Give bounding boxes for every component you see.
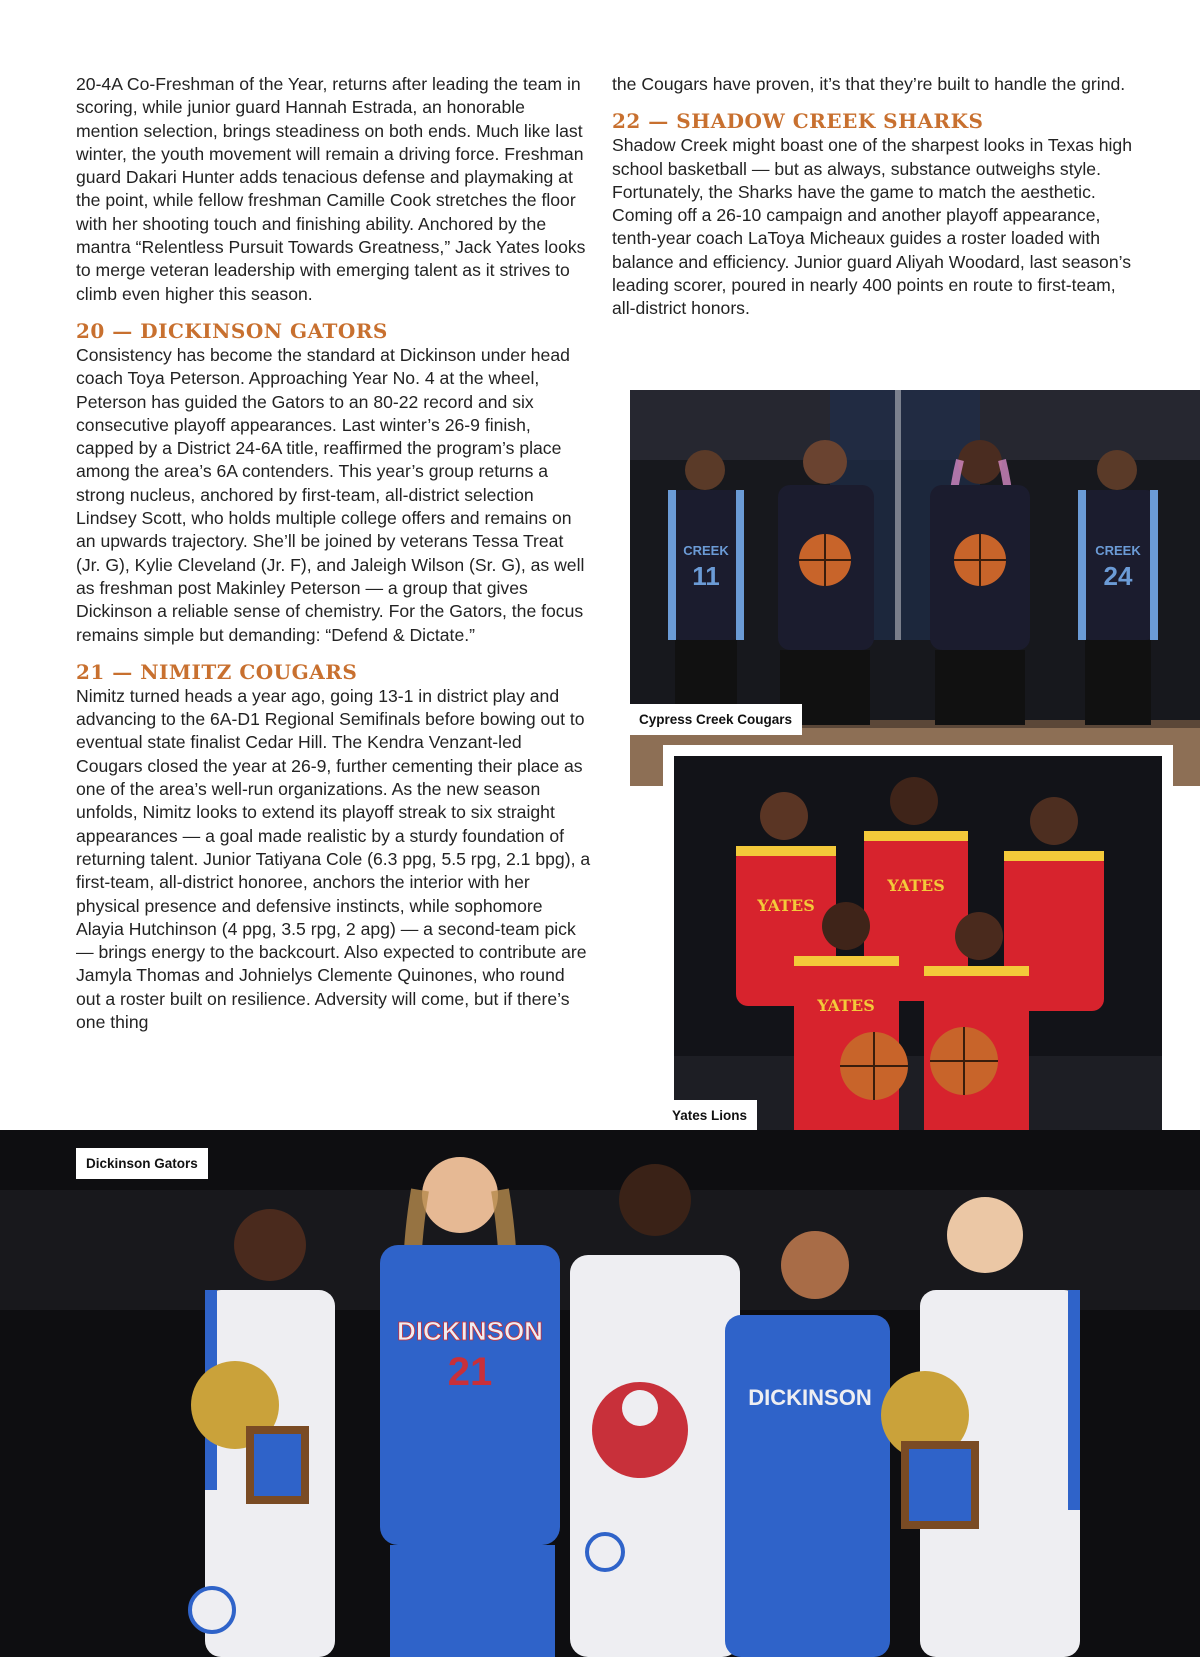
body-nimitz-cougars: Nimitz turned heads a year ago, going 13-1 in district play and advancing to the 6A-D1 Regional Semifinals before bowing out to eventual state finalist Cedar Hill. The Kendra Venzant-led Cougars closed the year at 26-9, further cementing their place as one of the area’s well-run organizations. As the new season unfolds, Nimitz looks to extend its playoff streak to six straight appearances — a goal made realistic by a sturdy foundation of returning talent. Junior Tatiyana Cole (6.3 ppg, 5.5 rpg, 2.1 bpg), a first-team, all-district honoree, anchors the interior with her physical presence and defensive instincts, while sophomore Alayia Hutchinson (4 ppg, 3.5 rpg, 2 apg) — a second-team pick — brings energy to the backcourt. Also expected to contribute are Jamyla Thomas and Johnielys Clemente Quinones, who round out a roster built on resilience. Adversity will come, but if there’s one thing: [76, 685, 591, 1032]
cypress-jersey-text-4: CREEK: [1095, 543, 1141, 558]
dickinson-jersey-text-2: DICKINSON: [397, 1316, 543, 1346]
dickinson-gators-team-photo: [0, 1130, 1200, 1657]
heading-nimitz-cougars: 21 — NIMITZ COUGARS: [76, 659, 358, 684]
cypress-jersey-number-1: 11: [692, 561, 720, 591]
heading-shadow-creek-sharks: 22 — SHADOW CREEK SHARKS: [612, 109, 984, 134]
cypress-player-1: [668, 450, 744, 725]
cypress-jersey-text-1: CREEK: [683, 543, 729, 558]
dickinson-jersey-text-4: DICKINSON: [748, 1385, 872, 1410]
yates-lions-team-photo: [674, 756, 1162, 1152]
continued-paragraph: the Cougars have proven, it’s that they’re built to handle the grind.: [612, 74, 1126, 94]
yates-jersey-text-3: YATES: [817, 996, 875, 1015]
caption-cypress-creek: Cypress Creek Cougars: [629, 704, 802, 735]
intro-paragraph: 20-4A Co-Freshman of the Year, returns after leading the team in scoring, while junior guard Hannah Estrada, an honorable mention selection, brings steadiness on both ends. Much like last winter, the youth movement will remain a driving force. Freshman guard Dakari Hunter adds tenacious defense and playmaking at the point, while fellow freshman Camille Cook stretches the floor with her shooting touch and finishing ability. Anchored by the mantra “Relentless Pursuit Towards Greatness,” Jack Yates looks to merge veteran leadership with emerging talent as it strives to climb even higher this season.: [76, 74, 586, 304]
body-shadow-creek-sharks: Shadow Creek might boast one of the sharpest looks in Texas high school basketball — but as always, substance outweighs style. Fortunately, the Sharks have the game to match the aesthetic. Coming off a 26-10 campaign and another playoff appearance, tenth-year coach LaToya Micheaux guides a roster loaded with balance and efficiency. Junior guard Aliyah Woodard, last season’s leading scorer, poured in nearly 400 points en route to first-team, all-district honors.: [612, 135, 1132, 319]
dickinson-jersey-number-2: 21: [447, 1350, 493, 1394]
cypress-jersey-number-4: 24: [1103, 561, 1133, 591]
right-text-column: [612, 73, 1132, 321]
yates-jersey-text-2: YATES: [887, 876, 945, 895]
caption-dickinson-gators: Dickinson Gators: [76, 1148, 208, 1179]
yates-jersey-text-1: YATES: [757, 896, 815, 915]
left-text-column: [76, 73, 591, 1034]
heading-dickinson-gators: 20 — DICKINSON GATORS: [76, 318, 388, 343]
body-dickinson-gators: Consistency has become the standard at Dickinson under head coach Toya Peterson. Approaching Year No. 4 at the wheel, Peterson has guided the Gators to an 80-22 record and six consecutive playoff appearances. Last winter’s 26-9 finish, capped by a District 24-6A title, reaffirmed the program’s place among the area’s 6A contenders. This year’s group returns a strong nucleus, anchored by first-team, all-district selection Lindsey Scott, who holds multiple college offers and remains on an upwards trajectory. She’ll be joined by veterans Tessa Treat (Jr. G), Kylie Cleveland (Jr. F), and Jaleigh Wilson (Sr. G), as well as freshman post Makinley Peterson — a group that gives Dickinson a reliable sense of chemistry. For the Gators, the focus remains simple but demanding: “Defend & Dictate.”: [76, 344, 585, 645]
cypress-player-4: [1078, 450, 1158, 725]
caption-yates-lions: Yates Lions: [662, 1100, 757, 1131]
